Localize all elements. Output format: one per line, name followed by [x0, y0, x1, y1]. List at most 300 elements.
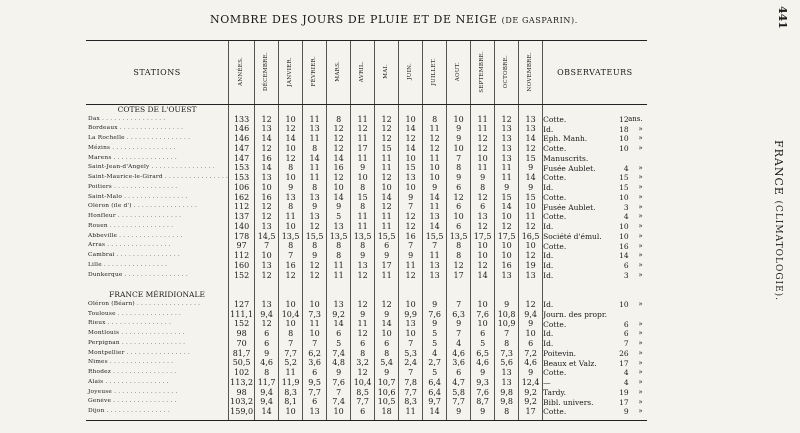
value-cell: 11: [375, 154, 399, 164]
spacer-cell: [327, 417, 351, 421]
observer-cell: [543, 251, 647, 261]
value-cell: 8: [279, 329, 303, 339]
value-cell: 10: [399, 183, 423, 193]
value-cell: 12: [375, 125, 399, 135]
value-cell: 11: [423, 154, 447, 164]
section-row: [86, 105, 647, 115]
spacer-cell: [375, 105, 399, 115]
value-cell: 11: [399, 261, 423, 271]
value-cell: 9: [495, 183, 519, 193]
observers-header: OBSERVATEURS: [543, 41, 647, 105]
month-header: [447, 41, 471, 105]
value-cell: 11: [351, 134, 375, 144]
spacer-cell: [327, 281, 351, 291]
value-cell: 13: [495, 368, 519, 378]
station-name: Rieux: [88, 320, 106, 327]
month-header-label: JANVIER.: [286, 56, 293, 87]
spacer-cell: [351, 281, 375, 291]
observer-years: 9: [623, 407, 629, 417]
table-row: [86, 203, 647, 213]
table-row: [86, 115, 647, 125]
value-cell: 98: [229, 329, 255, 339]
station-name: Oléron (île d'): [88, 203, 132, 210]
value-cell: 6,3: [447, 310, 471, 320]
spacer-cell: [423, 417, 447, 421]
observer-name: Tardy.: [543, 387, 567, 397]
spacer-cell: [255, 105, 279, 115]
value-cell: 7,4: [327, 349, 351, 359]
value-cell: 12: [255, 212, 279, 222]
value-cell: 12: [399, 222, 423, 232]
value-cell: 11: [471, 164, 495, 174]
spacer-cell: [279, 105, 303, 115]
station-name: Montlouis: [88, 330, 120, 337]
spacer-cell: [543, 290, 647, 300]
value-cell: 9: [375, 251, 399, 261]
value-cell: 9: [447, 134, 471, 144]
value-cell: 14: [519, 134, 543, 144]
observer-years: 3: [623, 270, 629, 280]
observer-cell: [543, 271, 647, 281]
value-cell: 11: [471, 115, 495, 125]
value-cell: 9: [399, 193, 423, 203]
value-cell: 10: [279, 173, 303, 183]
value-cell: 15,5: [303, 232, 327, 242]
value-cell: 6: [327, 329, 351, 339]
value-cell: 9: [447, 407, 471, 417]
value-cell: 9,2: [519, 398, 543, 408]
page-number: 441: [776, 6, 789, 29]
spacer-cell: [423, 281, 447, 291]
value-cell: 6: [447, 368, 471, 378]
observer-unit: »: [638, 144, 643, 153]
observer-years: 16: [619, 241, 629, 251]
observer-cell: [543, 329, 647, 339]
observer-name: Cotte.: [543, 192, 567, 202]
station-name: Toulouse: [88, 310, 116, 317]
value-cell: 12: [519, 144, 543, 154]
value-cell: 13: [255, 125, 279, 135]
value-cell: 9: [423, 300, 447, 310]
spacer-cell: [279, 417, 303, 421]
value-cell: 14: [375, 320, 399, 330]
value-cell: 10: [423, 164, 447, 174]
value-cell: 6: [351, 339, 375, 349]
value-cell: 9: [351, 251, 375, 261]
value-cell: 16: [255, 154, 279, 164]
station-cell: [86, 261, 229, 271]
value-cell: 13,5: [351, 232, 375, 242]
spacer-cell: [519, 105, 543, 115]
station-cell: [86, 339, 229, 349]
value-cell: 12: [375, 115, 399, 125]
value-cell: 13,5: [279, 232, 303, 242]
value-cell: 14: [327, 193, 351, 203]
value-cell: 8: [327, 242, 351, 252]
observer-name: Id.: [543, 270, 554, 280]
value-cell: 6: [519, 339, 543, 349]
value-cell: 13: [255, 261, 279, 271]
value-cell: 10: [471, 242, 495, 252]
value-cell: 9,8: [495, 388, 519, 398]
observer-cell: [543, 300, 647, 310]
value-cell: 10,6: [375, 388, 399, 398]
observer-unit: »: [638, 212, 643, 221]
station-name: Dunkerque: [88, 271, 123, 278]
value-cell: 13: [495, 378, 519, 388]
value-cell: 7: [327, 388, 351, 398]
observer-cell: [543, 320, 647, 330]
value-cell: 10: [255, 183, 279, 193]
table-row: [86, 271, 647, 281]
table-row: [86, 212, 647, 222]
value-cell: 153: [229, 164, 255, 174]
value-cell: 14: [375, 193, 399, 203]
observer-unit: »: [638, 231, 643, 240]
observer-unit: »: [638, 222, 643, 231]
spacer-cell: [255, 417, 279, 421]
value-cell: 8: [471, 183, 495, 193]
observer-cell: [543, 212, 647, 222]
value-cell: 12: [255, 144, 279, 154]
observer-name: —: [543, 378, 551, 388]
value-cell: 140: [229, 222, 255, 232]
value-cell: 146: [229, 134, 255, 144]
station-name: Saint-Jean-d'Angély: [88, 164, 150, 171]
station-name: Cambrai: [88, 252, 115, 259]
value-cell: 8: [327, 251, 351, 261]
table-row: [86, 300, 647, 310]
observer-unit: ans.: [628, 114, 643, 123]
observer-years: 7: [623, 339, 629, 349]
observer-cell: [543, 125, 647, 135]
value-cell: 10: [279, 222, 303, 232]
station-cell: [86, 134, 229, 144]
value-cell: 12: [495, 115, 519, 125]
station-cell: [86, 349, 229, 359]
value-cell: 6: [447, 203, 471, 213]
spacer-cell: [447, 417, 471, 421]
leader-dots: . . . . . . . . . . . . . . . .: [122, 271, 188, 278]
value-cell: 7,6: [423, 310, 447, 320]
value-cell: 15: [375, 144, 399, 154]
table-row: [86, 154, 647, 164]
observer-cell: [543, 378, 647, 388]
value-cell: 7,3: [495, 349, 519, 359]
value-cell: 13: [399, 320, 423, 330]
observer-unit: »: [638, 387, 643, 396]
table-row: [86, 378, 647, 388]
side-caption-sub: (CLIMATOLOGIE).: [773, 200, 783, 302]
observer-unit: »: [638, 183, 643, 192]
spacer-cell: [423, 105, 447, 115]
observer-cell: [543, 183, 647, 193]
station-cell: [86, 310, 229, 320]
end-row: [86, 417, 647, 421]
value-cell: 9: [423, 183, 447, 193]
value-cell: 7,7: [399, 388, 423, 398]
value-cell: 8: [447, 242, 471, 252]
value-cell: 4: [423, 349, 447, 359]
value-cell: 12: [255, 203, 279, 213]
value-cell: 7: [279, 251, 303, 261]
value-cell: 5,2: [279, 359, 303, 369]
observer-years: 4: [623, 212, 629, 222]
station-cell: [86, 388, 229, 398]
value-cell: 8: [279, 203, 303, 213]
observer-years: 17: [619, 397, 629, 407]
value-cell: 8: [423, 115, 447, 125]
value-cell: 7: [303, 339, 327, 349]
value-cell: 12: [423, 144, 447, 154]
spacer-cell: [495, 417, 519, 421]
value-cell: 7: [447, 329, 471, 339]
observer-cell: [543, 193, 647, 203]
spacer-cell: [351, 105, 375, 115]
station-name: Rouen: [88, 222, 108, 229]
value-cell: 10: [471, 320, 495, 330]
station-cell: [86, 251, 229, 261]
value-cell: 11: [495, 173, 519, 183]
station-cell: [86, 320, 229, 330]
value-cell: 10: [375, 329, 399, 339]
side-caption: [772, 140, 785, 301]
leader-dots: . . . . . . . . . . . . . . . .: [111, 154, 177, 161]
value-cell: 16: [495, 261, 519, 271]
table-row: [86, 193, 647, 203]
value-cell: 8,3: [399, 398, 423, 408]
value-cell: 9: [447, 173, 471, 183]
observer-name: Beaux et Valz.: [543, 358, 597, 368]
value-cell: 6: [447, 222, 471, 232]
value-cell: 10: [447, 212, 471, 222]
value-cell: 11: [327, 261, 351, 271]
station-cell: [86, 368, 229, 378]
month-header: [351, 41, 375, 105]
value-cell: 10: [327, 183, 351, 193]
page-title-sub: (DE GASPARIN).: [501, 16, 578, 25]
spacer-cell: [327, 105, 351, 115]
value-cell: 6: [351, 407, 375, 417]
value-cell: 10: [471, 300, 495, 310]
value-cell: 5: [423, 339, 447, 349]
observer-name: Id.: [543, 300, 554, 310]
observer-unit: »: [638, 241, 643, 250]
value-cell: 9,2: [519, 388, 543, 398]
value-cell: 11: [303, 134, 327, 144]
value-cell: 13: [471, 212, 495, 222]
leader-dots: . . . . . . . . . . . . . . . .: [111, 398, 177, 405]
value-cell: 7,6: [471, 388, 495, 398]
month-header: [399, 41, 423, 105]
leader-dots: . . . . . . . . . . . . . . . .: [115, 213, 182, 220]
month-header-label: JUILLET.: [430, 57, 437, 86]
station-cell: [86, 329, 229, 339]
table-row: [86, 407, 647, 417]
value-cell: 10: [495, 251, 519, 261]
observer-cell: [543, 368, 647, 378]
observer-years: 10: [619, 300, 629, 310]
value-cell: 12: [255, 271, 279, 281]
value-cell: 16: [279, 261, 303, 271]
value-cell: 9: [471, 368, 495, 378]
value-cell: 12: [327, 134, 351, 144]
value-cell: 13: [423, 261, 447, 271]
observer-name: Id.: [543, 251, 554, 261]
table-body: [86, 105, 647, 421]
value-cell: 12: [279, 271, 303, 281]
value-cell: 14,5: [255, 232, 279, 242]
value-cell: 112: [229, 251, 255, 261]
observer-cell: [543, 388, 647, 398]
value-cell: 17: [447, 271, 471, 281]
observer-unit: »: [638, 251, 643, 260]
observer-name: Manuscrits.: [543, 153, 589, 163]
station-name: Arras: [88, 242, 106, 249]
value-cell: 6: [471, 329, 495, 339]
value-cell: 7,2: [519, 349, 543, 359]
value-cell: 9,7: [423, 398, 447, 408]
observer-unit: »: [638, 368, 643, 377]
station-name: Oléron (Béarn): [88, 300, 135, 307]
value-cell: 162: [229, 193, 255, 203]
leader-dots: . . . . . . . . . . . . . . . .: [105, 242, 171, 249]
spacer-cell: [447, 290, 471, 300]
side-caption-main: FRANCE: [772, 140, 785, 196]
value-cell: 9: [255, 349, 279, 359]
value-cell: 15,5: [375, 232, 399, 242]
value-cell: 10: [399, 329, 423, 339]
leader-dots: . . . . . . . . . . . . . . . .: [131, 203, 198, 210]
observer-years: 10: [619, 231, 629, 241]
station-name: Joyeuse: [88, 388, 113, 395]
station-cell: [86, 359, 229, 369]
table-row: [86, 320, 647, 330]
value-cell: 50,5: [229, 359, 255, 369]
table-row: [86, 339, 647, 349]
value-cell: 113,2: [230, 378, 254, 387]
value-cell: 13: [327, 300, 351, 310]
station-name: Montpellier: [88, 349, 125, 356]
value-cell: 10: [351, 173, 375, 183]
observer-name: Cotte.: [543, 368, 567, 378]
spacer-cell: [495, 105, 519, 115]
value-cell: 13: [495, 144, 519, 154]
observer-name: Cotte.: [543, 241, 567, 251]
value-cell: 8,5: [351, 388, 375, 398]
value-cell: 7,3: [303, 310, 327, 320]
spacer-cell: [351, 290, 375, 300]
value-cell: 7,6: [327, 378, 351, 388]
value-cell: 127: [229, 300, 255, 310]
observer-years: 4: [623, 163, 629, 173]
value-cell: 8: [447, 251, 471, 261]
value-cell: 10: [279, 115, 303, 125]
observer-cell: [543, 339, 647, 349]
leader-dots: . . . . . . . . . . . . . . . .: [134, 300, 201, 307]
value-cell: 11: [519, 212, 543, 222]
observer-years: 4: [623, 378, 629, 388]
observer-name: Id.: [543, 261, 554, 271]
month-header-label: MAI.: [382, 64, 389, 79]
month-header-label: ANNÉES.: [237, 56, 244, 87]
value-cell: 7: [447, 300, 471, 310]
value-cell: 10: [519, 242, 543, 252]
leader-dots: . . . . . . . . . . . . . . . .: [110, 369, 177, 376]
spacer-cell: [303, 105, 327, 115]
value-cell: 8: [495, 339, 519, 349]
observer-unit: »: [638, 261, 643, 270]
spacer-cell: [399, 281, 423, 291]
value-cell: 12: [351, 125, 375, 135]
leader-dots: . . . . . . . . . . . . . . . .: [124, 349, 190, 356]
observer-unit: »: [638, 202, 643, 211]
table-row: [86, 310, 647, 320]
value-cell: 9: [303, 203, 327, 213]
value-cell: 8: [495, 407, 519, 417]
observer-cell: [543, 222, 647, 232]
spacer-cell: [229, 281, 255, 291]
value-cell: 12: [327, 173, 351, 183]
value-cell: 13: [423, 271, 447, 281]
value-cell: 6: [303, 368, 327, 378]
station-name: Dijon: [88, 408, 105, 415]
value-cell: 9: [327, 203, 351, 213]
value-cell: 10: [279, 320, 303, 330]
observer-years: 10: [619, 144, 629, 154]
value-cell: 5,3: [399, 349, 423, 359]
table-row: [86, 359, 647, 369]
month-header-label: AOUT.: [454, 61, 461, 82]
value-cell: 9: [375, 310, 399, 320]
value-cell: 17: [519, 407, 543, 417]
value-cell: 12: [375, 203, 399, 213]
section-row: [86, 290, 647, 300]
month-header-label: AVRIL.: [358, 60, 365, 83]
station-cell: [86, 222, 229, 232]
value-cell: 14: [399, 125, 423, 135]
value-cell: 13: [327, 222, 351, 232]
table-row: [86, 261, 647, 271]
observer-years: 10: [619, 192, 629, 202]
station-name: Marens: [88, 154, 112, 161]
value-cell: 14: [423, 222, 447, 232]
value-cell: 10: [399, 300, 423, 310]
value-cell: 7: [399, 203, 423, 213]
value-cell: 6: [303, 398, 327, 408]
value-cell: 16,5: [519, 232, 543, 242]
value-cell: 9,4: [255, 310, 279, 320]
value-cell: 10: [327, 407, 351, 417]
value-cell: 12: [279, 154, 303, 164]
spacer-cell: [86, 417, 229, 421]
value-cell: 97: [229, 242, 255, 252]
value-cell: 13: [495, 134, 519, 144]
value-cell: 12: [351, 271, 375, 281]
value-cell: 5,8: [447, 388, 471, 398]
observer-name: Journ. des propr.: [543, 309, 607, 319]
observer-cell: [543, 154, 647, 164]
value-cell: 8: [447, 164, 471, 174]
observer-years: 19: [619, 387, 629, 397]
observer-cell: [543, 242, 647, 252]
spacer-cell: [471, 290, 495, 300]
observer-name: Id.: [543, 339, 554, 349]
value-cell: 8,3: [279, 388, 303, 398]
value-cell: 7: [447, 154, 471, 164]
value-cell: 8: [303, 144, 327, 154]
station-name: Poitiers: [88, 183, 112, 190]
